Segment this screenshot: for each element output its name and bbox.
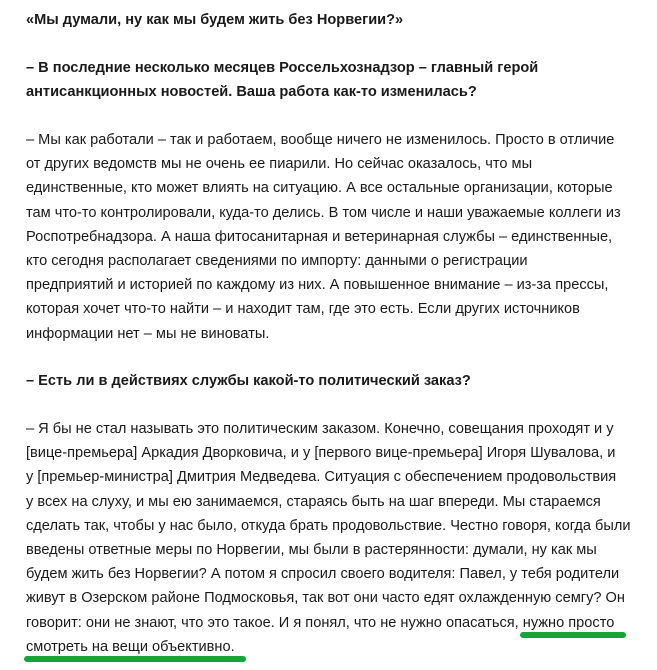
question-2 xyxy=(26,369,471,393)
highlight-underline xyxy=(520,632,626,638)
question-1-line: – В последние несколько месяцев Россельхознадзор – главный герой xyxy=(26,60,539,76)
answer-2-line: у [премьер-министра] Дмитрия Медведева. Ситуация с обеспечением продовольствия xyxy=(26,469,617,486)
answer-1-line: от других ведомств мы не очень ее пиарили. Но сейчас оказалось, что мы xyxy=(26,156,533,173)
answer-1-line: информации нет – мы не виноваты. xyxy=(26,325,270,342)
answer-1-line: кто сегодня располагает сведениями по импорту: данными о регистрации xyxy=(26,253,528,270)
highlight-underline xyxy=(24,656,246,662)
answer-1-line: там что-то контролировали, куда-то делись. В том числе и наши уважаемые коллеги из xyxy=(26,204,621,221)
answer-1-line: единственные, кто может влиять на ситуацию. А все остальные организации, которые xyxy=(26,180,613,197)
question-1-line: антисанкционных новостей. Ваша работа как-то изменилась? xyxy=(26,84,477,101)
answer-2-line: говорит: они не знают, что это такое. И я понял, что не нужно опасаться, нужно просто xyxy=(26,614,615,631)
answer-1-line: Роспотребнадзора. А наша фитосанитарная и ветеринарная службы – единственные, xyxy=(26,228,613,245)
answer-2 xyxy=(26,417,631,659)
answer-2-line: смотреть на вещи объективно. xyxy=(26,638,235,655)
answer-2-line: – Я бы не стал называть это политическим заказом. Конечно, совещания проходят и у xyxy=(26,421,614,437)
answer-1-line: – Мы как работали – так и работаем, вообще ничего не изменилось. Просто в отличие xyxy=(26,132,615,148)
answer-2-line: [вице-премьера] Аркадия Дворковича, и у [первого вице-премьера] Игоря Шувалова, и xyxy=(26,445,616,462)
answer-2-line: живут в Озерском районе Подмосковья, так вот они часто едят охлажденную семгу? Он xyxy=(26,590,625,607)
answer-2-line: сделать так, чтобы у нас было, откуда брать продовольствие. Честно говоря, когда были xyxy=(26,517,631,534)
answer-2-line: будем жить без Норвегии? А потом я спросил своего водителя: Павел, у тебя родители xyxy=(26,566,620,583)
answer-2-line: введены ответные меры по Норвегии, мы были в растерянности: думали, ну как мы xyxy=(26,542,597,559)
question-1 xyxy=(26,56,538,104)
answer-1-line: которая хочет что-то найти – и находит там, где это есть. Если других источников xyxy=(26,301,580,318)
answer-1-line: предприятий и историей по каждому из них. А повышенное внимание – из-за прессы, xyxy=(26,277,609,294)
answer-2-line: у всех на слуху, и мы ею занимаемся, стараясь быть на шаг впереди. Мы стараемся xyxy=(26,493,601,510)
article-title: «Мы думали, ну как мы будем жить без Норвегии?» xyxy=(26,12,404,28)
answer-1 xyxy=(26,128,621,346)
question-2-line: – Есть ли в действиях службы какой-то политический заказ? xyxy=(26,373,471,389)
